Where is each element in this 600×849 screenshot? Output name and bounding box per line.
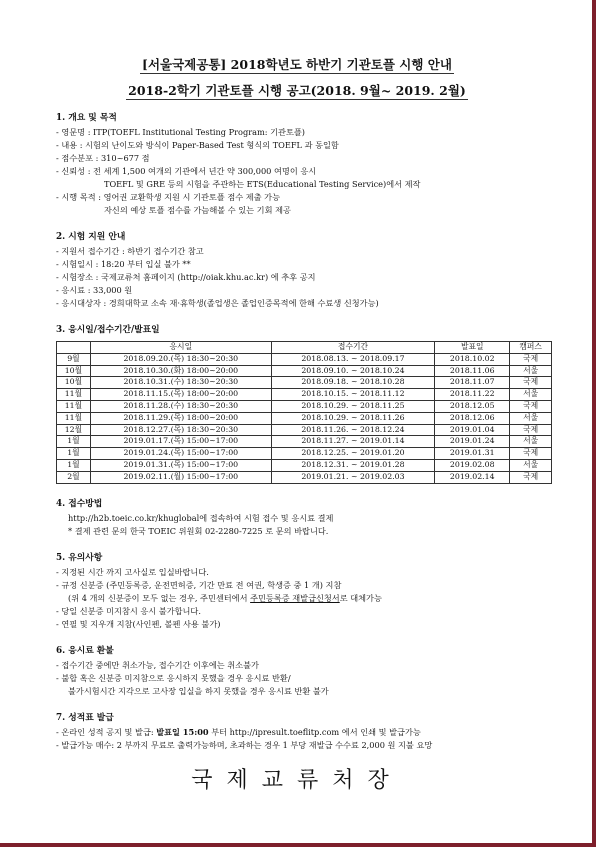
table-cell: 2019.01.31 [435, 448, 510, 460]
table-cell: 2018.10.29. ~ 2018.11.26 [271, 412, 435, 424]
table-row [57, 365, 552, 377]
table-cell: 서울 [510, 365, 552, 377]
table-cell: 2018.12.05 [435, 400, 510, 412]
table-cell: 국제 [510, 448, 552, 460]
table-cell: 2018.09.20.(목) 18:30~20:30 [90, 353, 271, 365]
table-row [57, 377, 552, 389]
table-header-cell [57, 342, 91, 354]
table-cell: 2018.11.22 [435, 389, 510, 401]
table-cell: 2019.01.24 [435, 436, 510, 448]
table-cell: 11월 [57, 389, 91, 401]
table-cell: 1월 [57, 436, 91, 448]
title-line-1: [서울국제공통] 2018학년도 하반기 기관토플 시행 안내 [142, 57, 452, 72]
release-time-bold: 발표일 15:00 [156, 726, 209, 737]
list-item: TOEFL 및 GRE 등의 시험을 주관하는 ETS(Educational Testing Service)에서 제작 [104, 179, 421, 189]
list-item: - 내용 : 시험의 난이도와 방식이 Paper-Based Test 형식의 TOEFL 과 동일함 [56, 140, 339, 150]
document-header [0, 54, 594, 100]
table-cell: 2018.08.13. ~ 2018.09.17 [271, 353, 435, 365]
table-row [57, 389, 552, 401]
table-cell: 2018.11.15.(목) 18:00~20:00 [90, 389, 271, 401]
table-cell: 2019.01.17.(목) 15:00~17:00 [90, 436, 271, 448]
table-cell: 2018.10.30.(화) 18:00~20:00 [90, 365, 271, 377]
table-cell: 2018.11.07 [435, 377, 510, 389]
table-cell: 11월 [57, 412, 91, 424]
schedule-table [56, 341, 552, 484]
table-cell: 국제 [510, 471, 552, 483]
table-header-cell: 접수기간 [271, 342, 435, 354]
list-item: - 응시대상자 : 경희대학교 소속 재·휴학생(졸업생은 졸업인증목적에 한해 수료생 신청가능) [56, 298, 379, 308]
table-header-cell: 응시일 [90, 342, 271, 354]
table-cell: 2018.11.27. ~ 2019.01.14 [271, 436, 435, 448]
list-item-text: - 온라인 성적 공지 및 발급: [56, 726, 157, 737]
list-item: - 지정된 시간 까지 고사실로 입실바랍니다. [56, 566, 209, 577]
table-row [57, 412, 552, 424]
table-cell: 서울 [510, 389, 552, 401]
table-cell: 국제 [510, 424, 552, 436]
list-item: - 영문명 : ITP(TOEFL Institutional Testing Program: 기관토플) [56, 127, 305, 137]
table-cell: 2019.01.21. ~ 2019.02.03 [271, 471, 435, 483]
list-item: - 당일 신분증 미지참시 응시 불가합니다. [56, 605, 201, 616]
table-cell: 1월 [57, 459, 91, 471]
table-cell: 11월 [57, 400, 91, 412]
list-item: - 규정 신분증 (주민등록증, 운전면허증, 기간 만료 전 여권, 학생증 중 1 개) 지참 [56, 579, 342, 590]
list-item: - 시험장소 : 국제교류처 홈페이지 (http://oiak.khu.ac.kr) 에 추후 공지 [56, 272, 316, 282]
list-item: - 접수기간 중에만 취소가능, 접수기간 이후에는 취소불가 [56, 659, 259, 670]
section-4-title: 4. 접수방법 [56, 498, 103, 509]
registration-link[interactable]: http://h2b.toeic.co.kr/khuglobal [68, 512, 200, 523]
table-cell: 2018.10.02 [435, 353, 510, 365]
table-cell: 2018.11.06 [435, 365, 510, 377]
table-cell: 2019.02.11.(월) 15:00~17:00 [90, 471, 271, 483]
list-item: 자신의 예상 토플 점수를 가늠해볼 수 있는 기회 제공 [104, 205, 291, 215]
list-item-text: (위 4 개의 신분증이 모두 없는 경우, 주민센터에서 [68, 592, 251, 603]
section-1-title: 1. 개요 및 목적 [56, 113, 117, 123]
list-item: - 점수분포 : 310~677 점 [56, 153, 150, 163]
list-item: - 신뢰성 : 전 세계 1,500 여개의 기관에서 년간 약 300,000 여명이 응시 [56, 166, 317, 176]
table-cell: 2018.10.29. ~ 2018.11.25 [271, 400, 435, 412]
list-item: * 결제 관련 문의 한국 TOEIC 위원회 02-2280-7225 로 문의 바랍니다. [68, 525, 329, 536]
table-cell: 2019.02.14 [435, 471, 510, 483]
list-item: - 응시료 : 33,000 원 [56, 285, 133, 295]
list-item [56, 512, 556, 525]
table-row [57, 471, 552, 483]
table-cell: 10월 [57, 377, 91, 389]
table-cell: 2018.10.31.(수) 18:30~20:30 [90, 377, 271, 389]
table-cell: 2018.12.27.(목) 18:30~20:30 [90, 424, 271, 436]
table-row [57, 353, 552, 365]
document-body [56, 112, 556, 752]
list-item: - 불합 혹은 신분증 미지참으로 응시하지 못했을 경우 응시료 반환/ [56, 672, 291, 683]
list-item: - 시행 목적 : 영어권 교환학생 지원 시 기관토플 점수 제출 가능 [56, 192, 280, 202]
list-item: 불가시험시간 지각으로 고사장 입실을 하지 못했을 경우 응시료 반환 불가 [68, 685, 329, 696]
table-cell: 2018.12.06 [435, 412, 510, 424]
table-row [57, 400, 552, 412]
list-item: - 지원서 접수기간 : 하반기 접수기간 참고 [56, 246, 204, 256]
section-3-title: 3. 응시일/접수기간/발표일 [56, 325, 160, 335]
table-cell: 국제 [510, 400, 552, 412]
section-2-title: 2. 시험 지원 안내 [56, 232, 126, 242]
list-item: - 연필 및 지우개 지참(사인펜, 볼펜 사용 불가) [56, 618, 221, 629]
table-cell: 2018.12.31. ~ 2019.01.28 [271, 459, 435, 471]
list-item-text: 부터 http://ipresult.toeflitp.com 에서 인쇄 및 발급가능 [208, 726, 421, 737]
list-item: - 시험일시 : 18:20 부터 입실 불가 ** [56, 259, 191, 269]
section-5-title: 5. 유의사항 [56, 552, 103, 563]
table-row [57, 436, 552, 448]
form-name-underlined: 주민등록증 재발급신청서 [250, 592, 340, 603]
table-cell: 2월 [57, 471, 91, 483]
table-cell: 2018.10.15. ~ 2018.11.12 [271, 389, 435, 401]
section-6-title: 6. 응시료 환불 [56, 645, 114, 656]
table-cell: 2019.02.08 [435, 459, 510, 471]
table-cell: 12월 [57, 424, 91, 436]
table-cell: 서울 [510, 459, 552, 471]
table-cell: 9월 [57, 353, 91, 365]
table-header-row [57, 342, 552, 354]
table-cell: 서울 [510, 412, 552, 424]
table-cell: 국제 [510, 353, 552, 365]
table-cell: 서울 [510, 436, 552, 448]
table-cell: 2019.01.04 [435, 424, 510, 436]
list-item [56, 726, 556, 739]
list-item-text: 로 대체가능 [339, 592, 382, 603]
table-row [57, 448, 552, 460]
table-cell: 2018.09.10. ~ 2018.10.24 [271, 365, 435, 377]
list-item [56, 592, 556, 605]
table-cell: 1월 [57, 448, 91, 460]
title-line-2: 2018-2학기 기관토플 시행 공고(2018. 9월~ 2019. 2월) [128, 83, 466, 98]
table-cell: 10월 [57, 365, 91, 377]
table-cell: 2018.11.28.(수) 18:30~20:30 [90, 400, 271, 412]
registration-link-suffix: 에 접속하여 시험 접수 및 응시료 결제 [199, 512, 334, 523]
table-cell: 2018.11.29.(목) 18:00~20:00 [90, 412, 271, 424]
table-cell: 2018.09.18. ~ 2018.10.28 [271, 377, 435, 389]
list-item: - 발급가능 매수: 2 부까지 무료로 출력가능하며, 초과하는 경우 1 부당 재발급 수수료 2,000 원 지불 요망 [56, 739, 433, 750]
table-cell: 2019.01.31.(목) 15:00~17:00 [90, 459, 271, 471]
table-row [57, 459, 552, 471]
table-header-cell: 캠퍼스 [510, 342, 552, 354]
table-row [57, 424, 552, 436]
table-cell: 2018.11.26. ~ 2018.12.24 [271, 424, 435, 436]
table-cell: 2018.12.25. ~ 2019.01.20 [271, 448, 435, 460]
section-7-title: 7. 성적표 발급 [56, 712, 114, 723]
table-cell: 2019.01.24.(목) 15:00~17:00 [90, 448, 271, 460]
issuer-signature: 국제교류처장 [191, 768, 403, 793]
table-header-cell: 발표일 [435, 342, 510, 354]
table-cell: 국제 [510, 377, 552, 389]
